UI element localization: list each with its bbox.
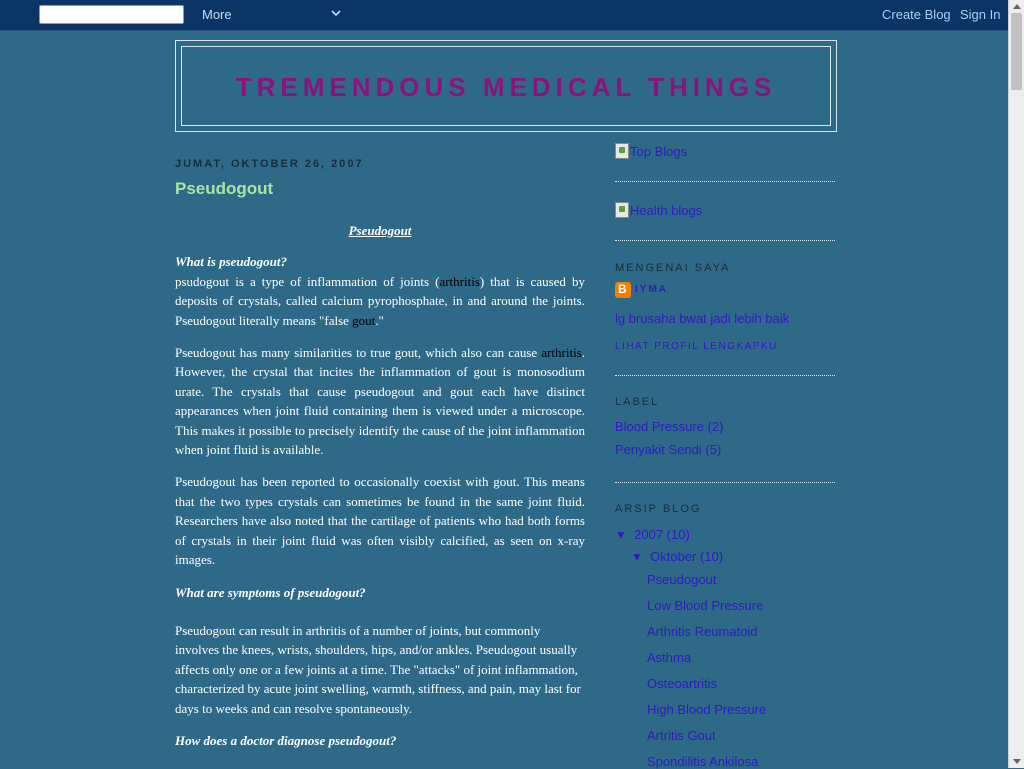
label-penyakit-sendi[interactable]: Penyakit Sendi (5) [615, 442, 722, 457]
question-symptoms: What are symptoms of pseudogout? [175, 584, 366, 600]
post-body-title: Pseudogout [348, 223, 412, 238]
navbar-more-menu[interactable]: More [202, 7, 232, 22]
post-date: JUMAT, OKTOBER 26, 2007 [175, 158, 364, 170]
paragraph-2: Pseudogout has many similarities to true gout, which also can cause arthritis. However, the crystal that incites the inflammation of gout is monosodium urate. The crystals that cause pseudogout and gout each have distinct appearances when joint fluid containing them is viewed under a microscope. This makes it possible to precisely identify the cause of the joint inflammation when joint fluid is available. [175, 345, 585, 458]
question-what-is: What is pseudogout? [175, 254, 287, 270]
divider [615, 482, 835, 483]
create-blog-link[interactable]: Create Blog [882, 7, 951, 22]
scroll-up-arrow-icon[interactable] [1013, 4, 1021, 9]
top-blogs-badge[interactable]: Top Blogs [615, 143, 687, 159]
blog-title[interactable]: TREMENDOUS MEDICAL THINGS [235, 72, 777, 102]
post-body [175, 221, 585, 750]
archive-post-link[interactable]: Spondilitis Ankilosa [647, 754, 759, 769]
archive-month-oktober[interactable]: ▼ Oktober (10) [631, 549, 724, 564]
blogger-profile-icon [615, 282, 631, 298]
labels-heading: LABEL [615, 396, 660, 408]
chevron-down-icon[interactable] [330, 7, 342, 19]
broken-image-icon [615, 143, 629, 159]
archive-post-link[interactable]: Asthma [647, 650, 692, 665]
broken-image-icon [615, 202, 629, 218]
triangle-down-icon[interactable]: ▼ [615, 528, 627, 542]
gout-link[interactable]: gout [352, 312, 376, 328]
blog-header-inner [181, 46, 831, 126]
navbar-search-input[interactable] [39, 5, 184, 24]
paragraph-3: Pseudogout has been reported to occasionally coexist with gout. This means that the two types crystals can sometimes be found in the same joint fluid. Researchers have also noted that the cartilage of patients who had both forms of crystals in their joint fluid was often visibly calcified, as seen on x-ray images. [175, 474, 585, 568]
archive-post-link[interactable]: Osteoartritis [647, 676, 718, 691]
author-name-link[interactable]: IYMA [635, 284, 668, 295]
archive-post-link[interactable]: Artritis Gout [647, 728, 716, 743]
archive-post-link[interactable]: Arthritis Reumatoid [647, 624, 758, 639]
blogger-navbar [0, 0, 1008, 31]
archive-post-link[interactable]: Low Blood Pressure [647, 598, 764, 613]
about-text: lg brusaha bwat jadi lebih baik [615, 311, 790, 326]
divider [615, 181, 835, 182]
divider [615, 240, 835, 241]
view-profile-link[interactable]: LIHAT PROFIL LENGKAPKU [615, 341, 778, 352]
divider [615, 375, 835, 376]
scrollbar-thumb[interactable] [1011, 13, 1022, 90]
question-diagnose: How does a doctor diagnose pseudogout? [175, 732, 397, 748]
archive-year-2007[interactable]: ▼ 2007 (10) [615, 527, 690, 542]
vertical-scrollbar[interactable] [1008, 0, 1024, 768]
arthritis-link[interactable]: arthritis [439, 273, 480, 289]
arthritis-link-2[interactable]: arthritis [541, 345, 582, 361]
archive-heading: ARSIP BLOG [615, 503, 702, 515]
archive-post-link[interactable]: High Blood Pressure [647, 702, 767, 717]
post-title[interactable]: Pseudogout [175, 179, 274, 198]
paragraph-4: Pseudogout can result in arthritis of a number of joints, but commonly involves the knees, wrists, shoulders, hips, and/or ankles. Pseudogout usually affects only one or a few joints at a time. The "attacks" of joint inflammation, characterized by acute joint swelling, warmth, stiffness, and pain, may last for days to weeks and can resolve spontaneously. [175, 622, 581, 716]
label-blood-pressure[interactable]: Blood Pressure (2) [615, 419, 724, 434]
paragraph-1: psudogout is a type of inflammation of joints (arthritis) that is caused by deposits of crystals, called calcium pyrophosphate, in and around the joints. Pseudogout literally means "false gout." [175, 273, 585, 328]
blog-header [175, 40, 837, 132]
about-heading: MENGENAI SAYA [615, 262, 731, 274]
triangle-down-icon[interactable]: ▼ [631, 550, 643, 564]
scroll-down-arrow-icon[interactable] [1013, 759, 1021, 764]
sign-in-link[interactable]: Sign In [960, 7, 1001, 22]
health-blogs-badge[interactable]: Health blogs [615, 202, 702, 218]
archive-post-link[interactable]: Pseudogout [647, 572, 717, 587]
